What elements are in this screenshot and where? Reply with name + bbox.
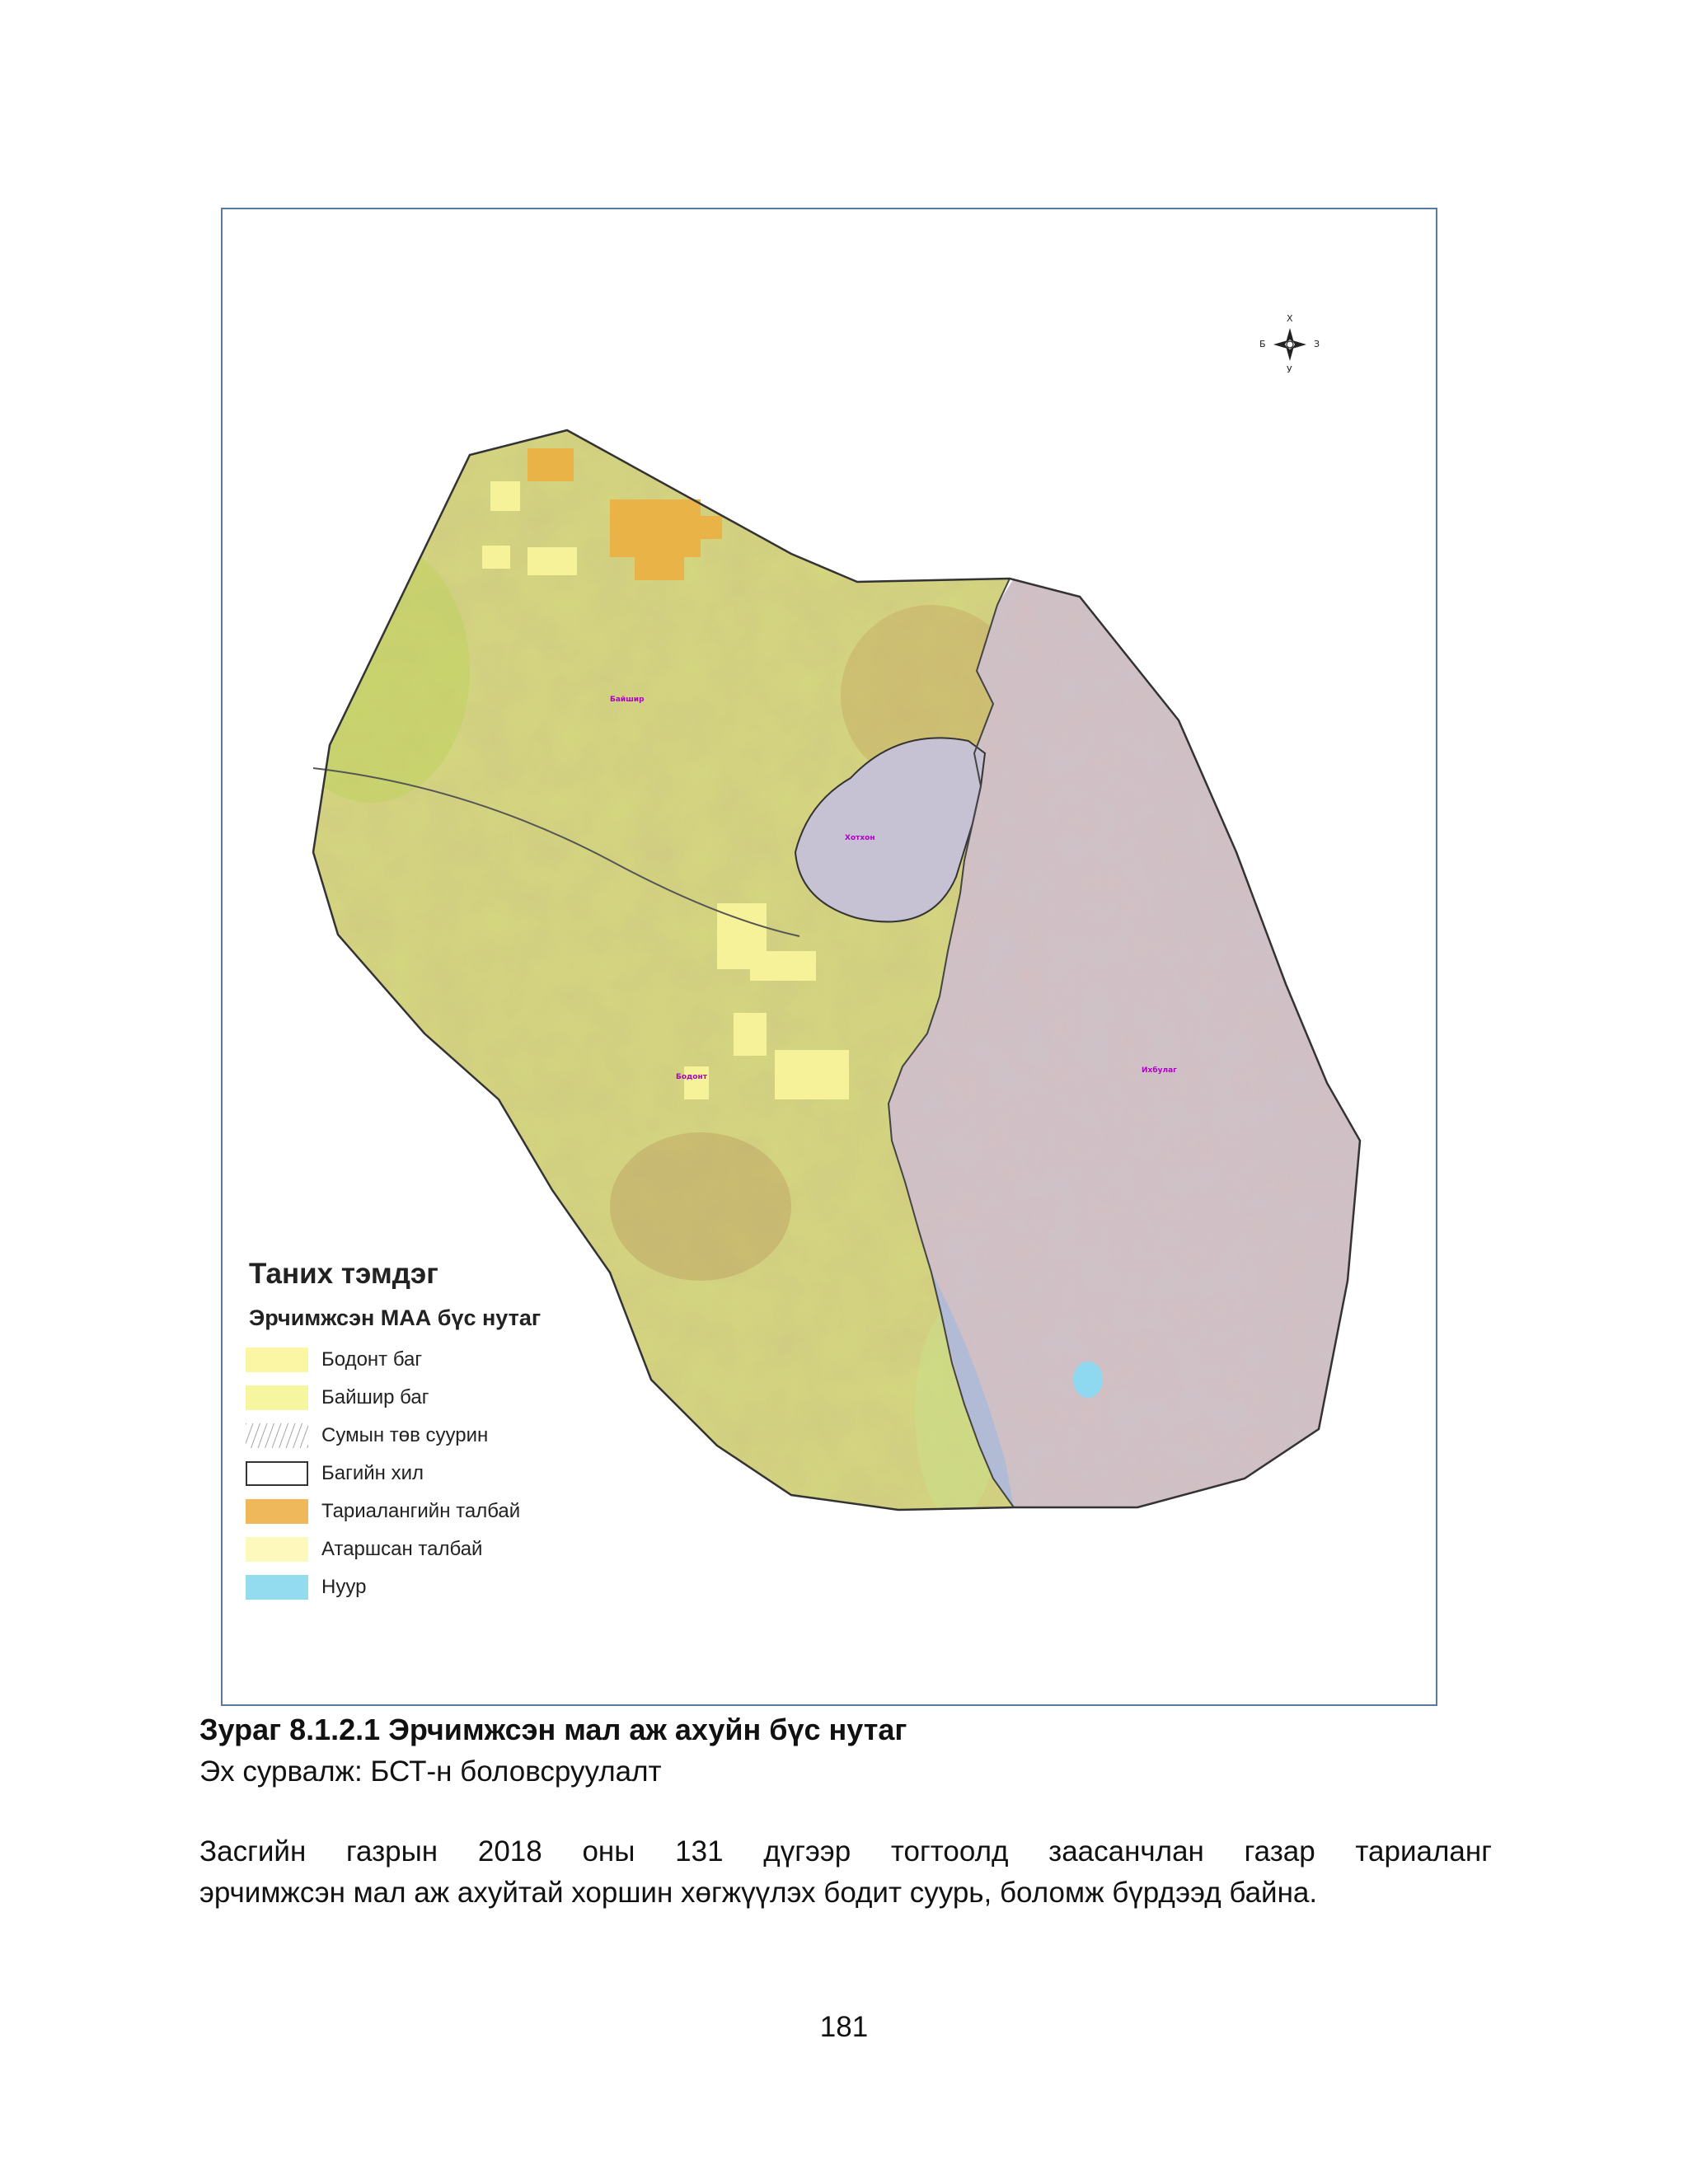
place-label-bodont: Бодонт <box>676 1073 707 1081</box>
place-label-baishir: Байшир <box>610 696 645 704</box>
compass-east: З <box>1314 339 1320 349</box>
legend-item-bag-boundary <box>246 1455 674 1493</box>
map-frame <box>221 208 1437 1706</box>
place-label-ikhbulag: Ихбулаг <box>1142 1066 1177 1075</box>
lake <box>1073 1361 1103 1398</box>
body-paragraph <box>199 1831 1492 1914</box>
legend-swatch <box>246 1575 308 1600</box>
legend-item-lake <box>246 1568 674 1606</box>
legend-label: Бодонт баг <box>321 1348 423 1371</box>
legend-swatch <box>246 1499 308 1524</box>
legend-label: Багийн хил <box>321 1462 424 1484</box>
legend-subtitle: Эрчимжсэн МАА бүс нутаг <box>249 1305 542 1330</box>
paragraph-line: эрчимжсэн мал аж ахуйтай хоршин хөгжүүлэх бодит суурь, боломж бүрдээд байна. <box>199 1877 1318 1909</box>
page-number: 181 <box>819 2011 869 2043</box>
legend-label: Тариалангийн талбай <box>321 1500 521 1522</box>
legend-item-baishir <box>246 1379 674 1417</box>
legend-title: Таних тэмдэг <box>249 1258 438 1290</box>
figure-source: Эх сурвалж: БСТ-н боловсруулалт <box>199 1755 662 1788</box>
legend-swatch-outline <box>246 1461 308 1486</box>
legend-item-bodont <box>246 1341 674 1379</box>
legend-label: Атаршсан талбай <box>321 1538 483 1560</box>
legend-swatch <box>246 1385 308 1410</box>
place-label-khotkhon: Хотхон <box>845 834 875 842</box>
figure-caption: Зураг 8.1.2.1 Эрчимжсэн мал аж ахуйн бүс нутаг <box>199 1713 907 1746</box>
legend-swatch-hatch <box>246 1423 308 1448</box>
legend-label: Байшир баг <box>321 1386 429 1408</box>
legend-swatch <box>246 1537 308 1562</box>
compass-west: Б <box>1259 339 1266 349</box>
legend-swatch <box>246 1347 308 1372</box>
paragraph-line: Засгийн газрын 2018 оны 131 дүгээр тогтоолд заасанчлан газар тариаланг <box>199 1835 1492 1868</box>
legend-item-sum-center <box>246 1417 674 1455</box>
compass-south: У <box>1287 364 1292 375</box>
legend-item-abandoned <box>246 1530 674 1568</box>
map-legend <box>246 1258 674 1604</box>
legend-item-cropland <box>246 1493 674 1530</box>
legend-label: Нуур <box>321 1576 367 1598</box>
compass-north: Х <box>1287 313 1293 324</box>
legend-label: Сумын төв суурин <box>321 1424 489 1446</box>
compass <box>1245 310 1335 384</box>
